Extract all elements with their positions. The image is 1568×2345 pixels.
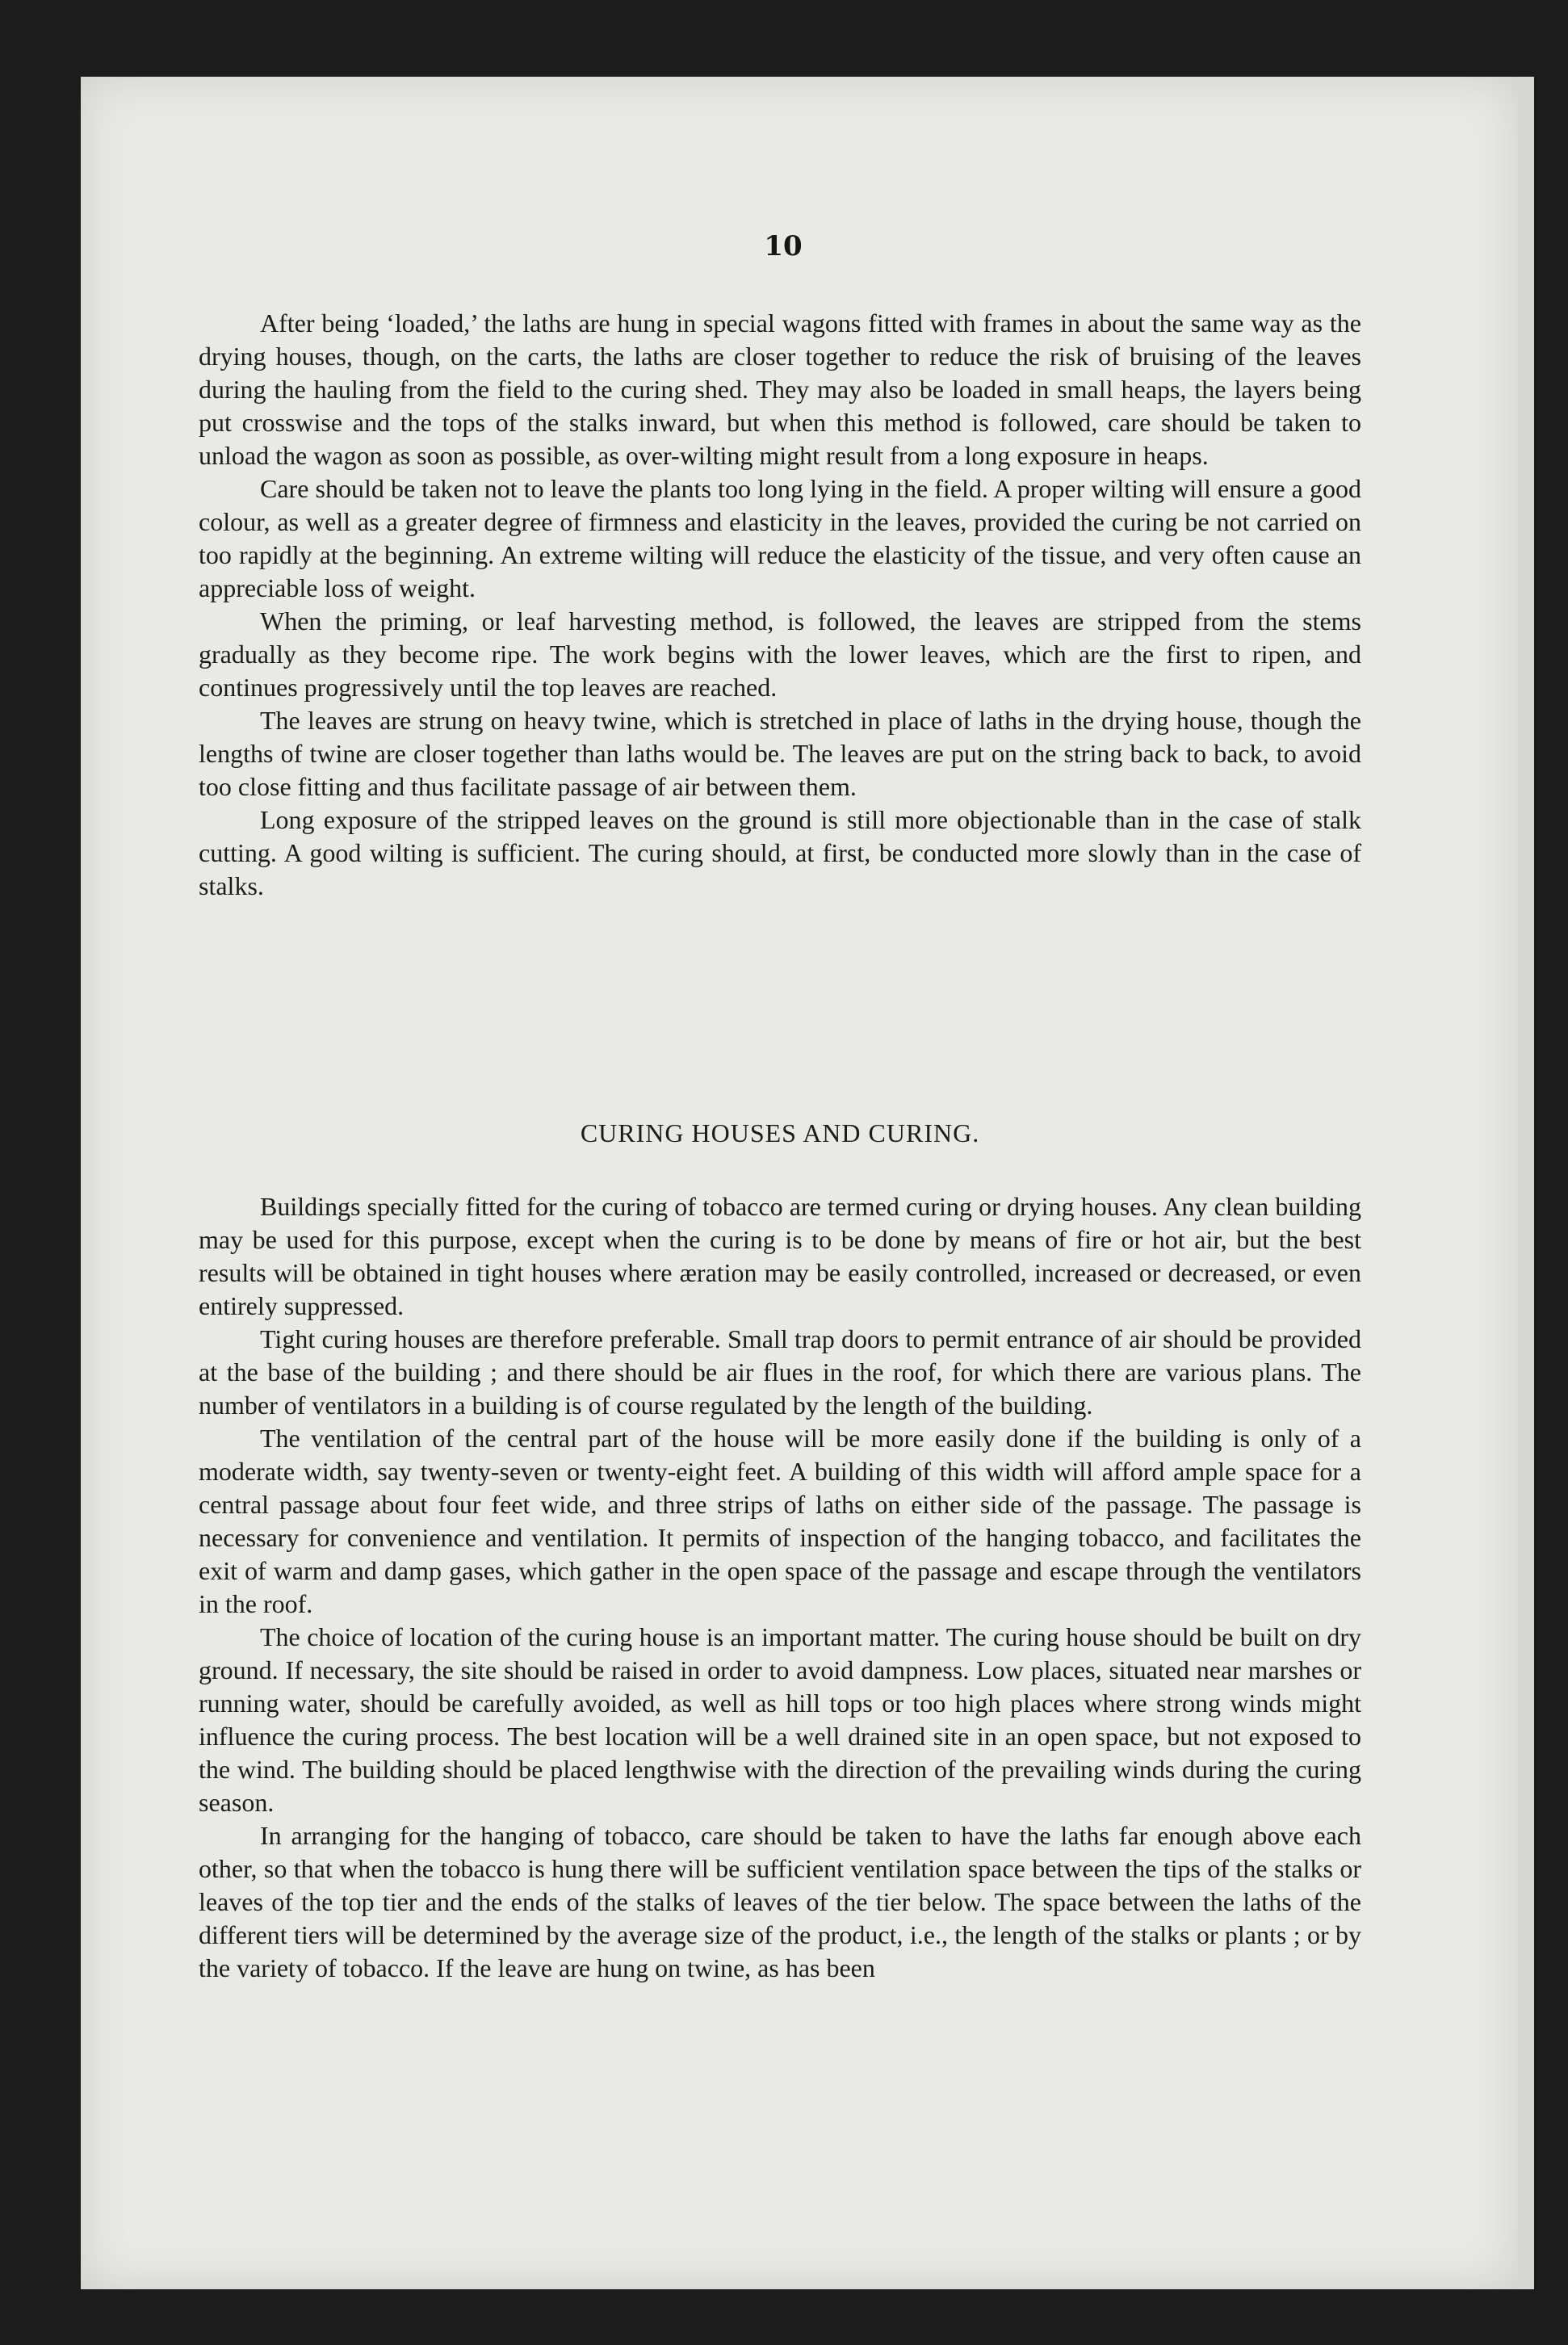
section-heading: CURING HOUSES AND CURING.	[580, 1118, 980, 1147]
paragraph: The ventilation of the central part of the house will be more easily done if the building is only of a moderate width, say twenty-seven or twenty-eight feet. A building of this width will afford ample space for a central passage about four feet wide, and three strips of laths on either side of the passage. The passage is necessary for convenience and ventilation. It permits of inspection of the hanging tobacco, and facilitates the exit of warm and damp gases, which gather in the open space of the passage and escape through the ventilators in the roof.	[199, 1424, 1361, 1618]
section-one-text	[199, 307, 1361, 903]
paragraph: Tight curing houses are therefore preferable. Small trap doors to permit entrance of air should be provided at the base of the building ; and there should be air flues in the roof, for which there are various plans. The number of ventilators in a building is of course regulated by the length of the building.	[199, 1324, 1361, 1420]
page-number: 10	[764, 230, 803, 262]
paragraph: Care should be taken not to leave the plants too long lying in the field. A proper wilting will ensure a good colour, as well as a greater degree of firmness and elasticity in the leaves, provided the curing be not carried on too rapidly at the beginning. An extreme wilting will reduce the elasticity of the tissue, and very often cause an appreciable loss of weight.	[199, 474, 1361, 602]
paragraph: The leaves are strung on heavy twine, which is stretched in place of laths in the drying house, though the lengths of twine are closer together than laths would be. The leaves are put on the string back to back, to avoid too close fitting and thus facilitate passage of air between them.	[199, 706, 1361, 801]
page-edge	[1518, 77, 1534, 2289]
paragraph: In arranging for the hanging of tobacco, care should be taken to have the laths far enough above each other, so that when the tobacco is hung there will be sufficient ventilation space between the tips of the stalks or leaves of the top tier and the ends of the stalks of leaves of the tier below. The space between the laths of the different tiers will be determined by the average size of the product, i.e., the length of the stalks or plants ; or by the variety of tobacco. If the leave are hung on twine, as has been	[199, 1821, 1361, 1982]
section-two-text	[199, 1190, 1361, 1985]
paragraph: Buildings specially fitted for the curing of tobacco are termed curing or drying houses. Any clean building may be used for this purpose, except when the curing is to be done by means of fire or hot air, but the best results will be obtained in tight houses where æration may be easily controlled, increased or decreased, or even entirely suppressed.	[199, 1192, 1361, 1320]
paragraph: When the priming, or leaf harvesting method, is followed, the leaves are stripped from the stems gradually as they become ripe. The work begins with the lower leaves, which are the first to ripen, and continues progressively until the top leaves are reached.	[199, 606, 1361, 702]
paragraph: The choice of location of the curing house is an important matter. The curing house should be built on dry ground. If necessary, the site should be raised in order to avoid dampness. Low places, situated near marshes or running water, should be carefully avoided, as well as hill tops or too high places where strong winds might influence the curing process. The best location will be a well drained site in an open space, but not exposed to the wind. The building should be placed lengthwise with the direction of the prevailing winds during the curing season.	[199, 1622, 1361, 1817]
paragraph: After being ‘loaded,’ the laths are hung in special wagons fitted with frames in about the same way as the drying houses, though, on the carts, the laths are closer together to reduce the risk of bruising of the leaves during the hauling from the field to the curing shed. They may also be loaded in small heaps, the layers being put crosswise and the tops of the stalks inward, but when this method is followed, care should be taken to unload the wagon as soon as possible, as over-wilting might result from a long exposure in heaps.	[199, 308, 1361, 470]
paragraph: Long exposure of the stripped leaves on the ground is still more objectionable than in the case of stalk cutting. A good wilting is sufficient. The curing should, at first, be conducted more slowly than in the case of stalks.	[199, 805, 1361, 900]
